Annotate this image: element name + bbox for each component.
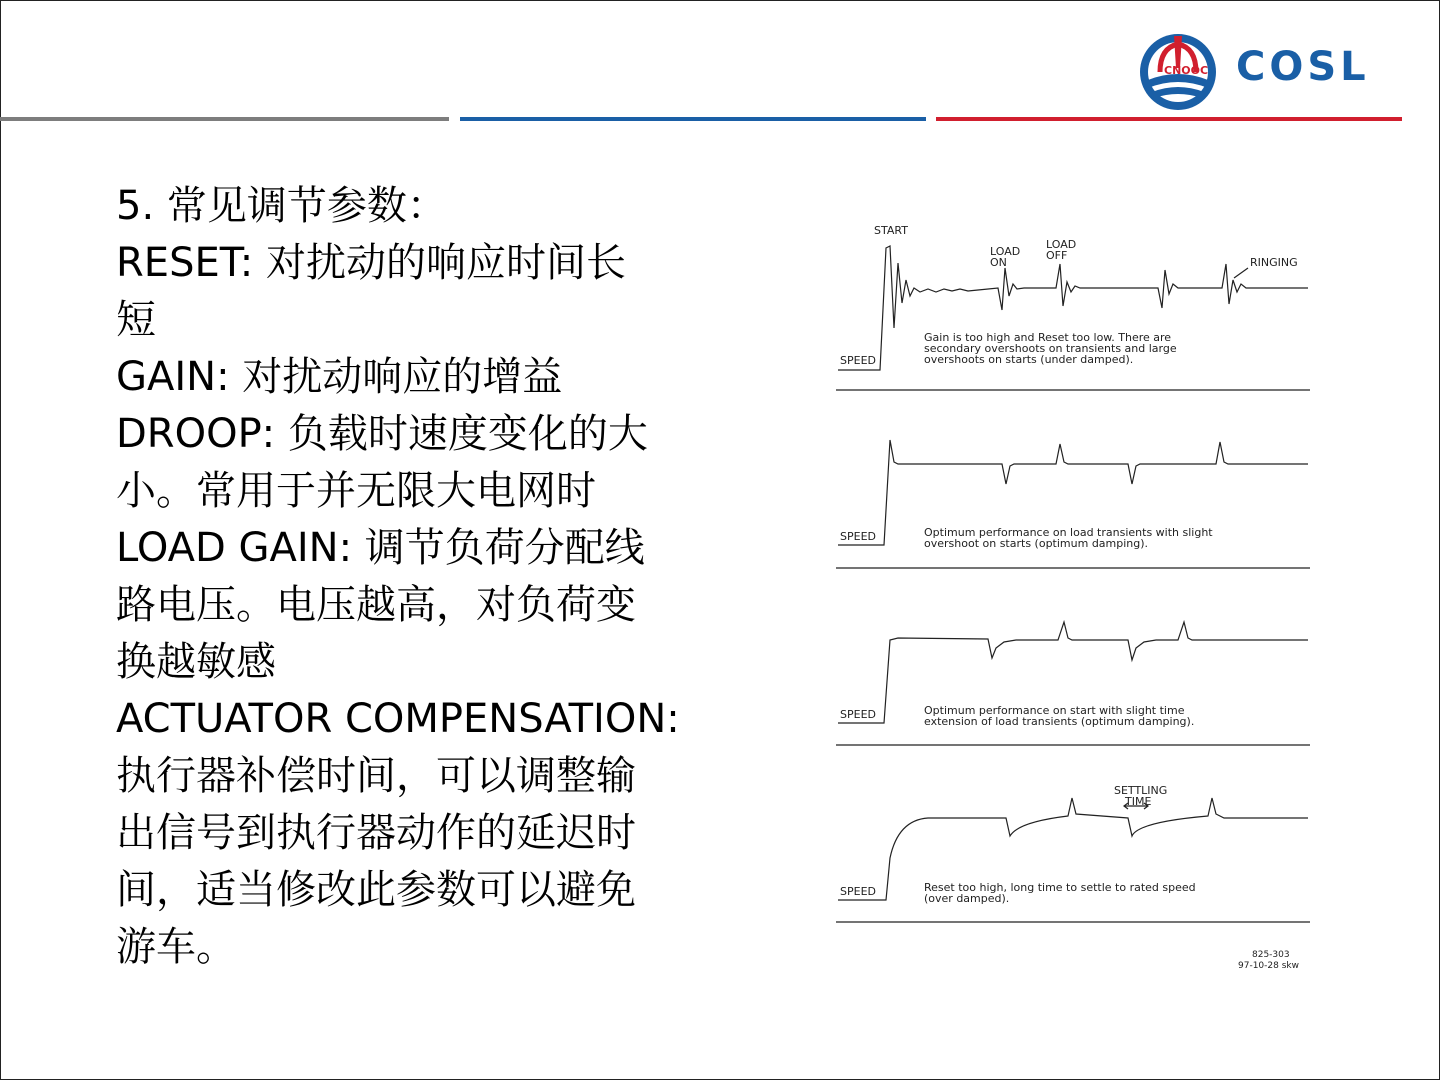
load-off-label-2: OFF — [1046, 249, 1068, 262]
header-rule-blue — [460, 117, 926, 121]
speed-label: SPEED — [840, 885, 876, 898]
reference-number: 825-303 — [1252, 950, 1290, 960]
text-line: 间，适当修改此参数可以避免 — [116, 867, 636, 913]
text-line: 游车。 — [116, 924, 236, 970]
text-line: 执行器补偿时间，可以调整输 — [116, 753, 636, 799]
text-line: 换越敏感 — [116, 639, 276, 685]
text-line: LOAD GAIN: 调节负荷分配线 — [116, 525, 645, 571]
caption-underdamped: overshoots on starts (under damped). — [924, 353, 1134, 366]
caption-optimum-start: extension of load transients (optimum damping). — [924, 715, 1195, 728]
text-line: 小。常用于并无限大电网时 — [116, 468, 596, 514]
text-line: 短 — [116, 297, 156, 343]
parameter-description — [116, 178, 756, 976]
caption-overdamped: Reset too high, long time to settle to rated speed — [924, 881, 1196, 894]
speed-response-diagram — [828, 218, 1318, 978]
speed-label: SPEED — [840, 708, 876, 721]
ringing-label: RINGING — [1250, 256, 1298, 269]
start-label: START — [874, 224, 908, 237]
speed-label: SPEED — [840, 354, 876, 367]
caption-optimum-load: overshoot on starts (optimum damping). — [924, 537, 1149, 550]
caption-optimum-load: Optimum performance on load transients with slight — [924, 526, 1213, 539]
settling-time-label: TIME — [1125, 795, 1152, 808]
caption-underdamped: Gain is too high and Reset too low. There are — [924, 331, 1172, 344]
emblem-text: CNOOC — [1164, 64, 1209, 77]
load-off-label: LOAD — [1046, 238, 1077, 251]
caption-underdamped: secondary overshoots on transients and large — [924, 342, 1177, 355]
text-line: 出信号到执行器动作的延迟时 — [116, 810, 636, 856]
caption-overdamped: (over damped). — [924, 892, 1010, 905]
speed-label: SPEED — [840, 530, 876, 543]
text-line: 5. 常见调节参数： — [116, 183, 447, 229]
settling-label: SETTLING — [1114, 784, 1168, 797]
load-on-label-2: ON — [990, 256, 1007, 269]
text-line: 路电压。电压越高，对负荷变 — [116, 582, 636, 628]
text-line: GAIN: 对扰动响应的增益 — [116, 354, 563, 400]
logo-wordmark: COSL — [1236, 44, 1370, 90]
caption-optimum-start: Optimum performance on start with slight time — [924, 704, 1185, 717]
header-rule-gray — [0, 117, 449, 121]
text-line: DROOP: 负载时速度变化的大 — [116, 411, 648, 457]
text-line: RESET: 对扰动的响应时间长 — [116, 240, 626, 286]
ringing-pointer — [1234, 268, 1248, 278]
header-rule-red — [936, 117, 1402, 121]
reference-date: 97-10-28 skw — [1238, 961, 1299, 971]
text-line: ACTUATOR COMPENSATION: — [116, 696, 680, 742]
load-on-label: LOAD — [990, 245, 1021, 258]
